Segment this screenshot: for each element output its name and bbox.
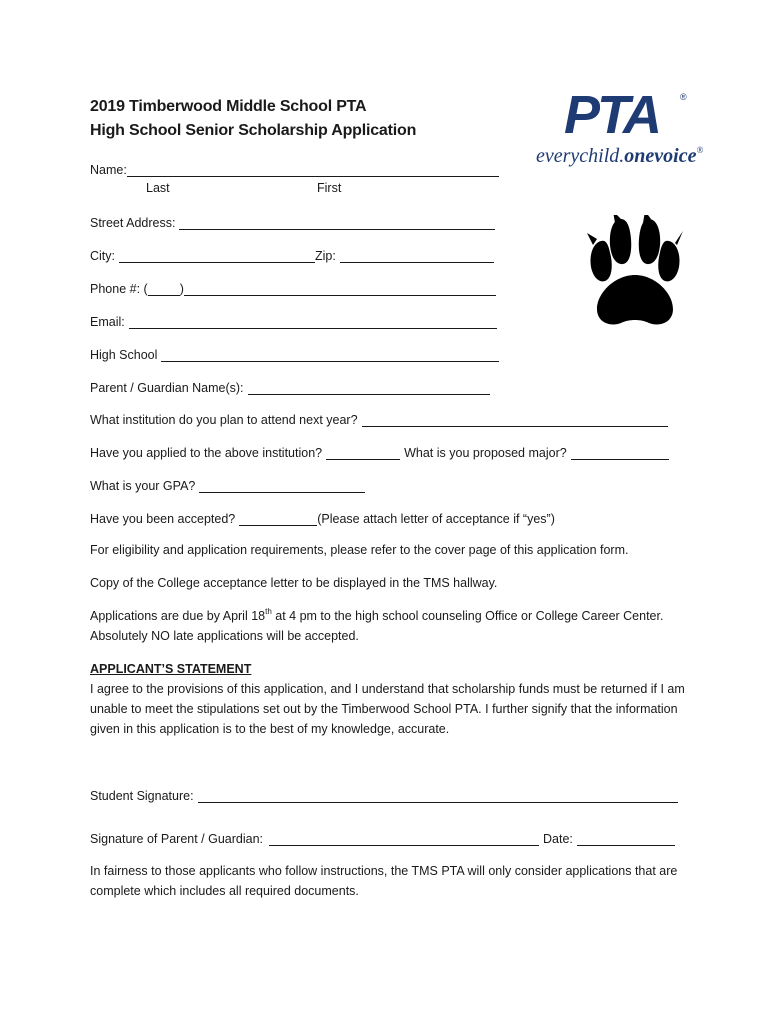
pta-logo-tagline [536, 145, 703, 167]
high-school-row [90, 344, 499, 362]
applied-major-row [90, 442, 669, 460]
student-signature-line[interactable] [198, 788, 678, 803]
parent-row [90, 377, 490, 395]
street-line[interactable] [179, 215, 495, 230]
acceptance-letter-text: Copy of the College acceptance letter to be displayed in the TMS hallway. [90, 576, 498, 590]
date-label: Date: [543, 832, 573, 846]
parent-name-line[interactable] [248, 380, 490, 395]
pta-logo-wordmark: PTA [564, 86, 659, 145]
due-part-2: at 4 pm to the high school counseling Office or College Career Center. [271, 609, 664, 623]
email-label: Email: [90, 315, 125, 329]
applied-label: Have you applied to the above institution? [90, 446, 323, 460]
phone-row [90, 278, 496, 296]
institution-row [90, 409, 668, 427]
last-name-caption: Last [146, 181, 170, 195]
city-line[interactable] [119, 248, 315, 263]
pta-logo [530, 86, 730, 176]
tagline-onevoice: onevoice [624, 145, 697, 167]
major-line[interactable] [571, 445, 669, 460]
city-zip-row [90, 245, 494, 263]
gpa-label: What is your GPA? [90, 479, 196, 493]
institution-label: What institution do you plan to attend next year? [90, 413, 358, 427]
institution-line[interactable] [362, 412, 668, 427]
title-line-1: 2019 Timberwood Middle School PTA [90, 98, 367, 115]
due-part-1: Applications are due by April 18 [90, 609, 266, 623]
paw-print-icon [585, 215, 685, 330]
zip-label: Zip: [315, 249, 336, 263]
parent-name-label: Parent / Guardian Name(s): [90, 381, 244, 395]
accepted-row [90, 508, 555, 526]
student-signature-label: Student Signature: [90, 789, 194, 803]
street-label: Street Address: [90, 216, 176, 230]
phone-area-code-line[interactable] [148, 281, 180, 296]
name-label: Name: [90, 163, 127, 177]
pta-logo-registered: ® [680, 92, 687, 102]
email-row [90, 311, 497, 329]
applicant-statement [90, 659, 690, 739]
accepted-label: Have you been accepted? [90, 512, 236, 526]
parent-signature-label: Signature of Parent / Guardian: [90, 832, 264, 846]
accepted-line[interactable] [239, 511, 317, 526]
gpa-line[interactable] [199, 478, 365, 493]
accepted-note: (Please attach letter of acceptance if “yes”) [317, 512, 555, 526]
due-date-text [90, 606, 690, 646]
city-label: City: [90, 249, 115, 263]
statement-heading: APPLICANT’S STATEMENT [90, 662, 252, 676]
parent-signature-row [90, 828, 675, 846]
high-school-line[interactable] [161, 347, 499, 362]
form-title [90, 95, 416, 143]
gpa-row [90, 475, 365, 493]
fairness-text: In fairness to those applicants who follow instructions, the TMS PTA will only consider applications that are complete which includes all required documents. [90, 864, 678, 898]
eligibility-text: For eligibility and application requirements, please refer to the cover page of this application form. [90, 543, 629, 557]
tagline-registered: ® [696, 145, 704, 155]
first-name-caption: First [317, 181, 342, 195]
applied-line[interactable] [326, 445, 400, 460]
name-line[interactable] [127, 162, 499, 177]
phone-separator: ) [179, 282, 184, 296]
late-policy: Absolutely NO late applications will be accepted. [90, 629, 359, 643]
high-school-label: High School [90, 348, 158, 362]
tagline-everychild: everychild. [536, 145, 625, 167]
phone-label: Phone #: ( [90, 282, 148, 296]
date-line[interactable] [577, 831, 675, 846]
email-line[interactable] [129, 314, 497, 329]
title-line-2: High School Senior Scholarship Application [90, 122, 417, 139]
zip-line[interactable] [340, 248, 494, 263]
statement-body: I agree to the provisions of this application, and I understand that scholarship funds must be returned if I am unable to meet the stipulations set out by the Timberwood School PTA. I further signify that the information given in this application is to the best of my knowledge, accurate. [90, 682, 685, 736]
street-row [90, 212, 495, 230]
major-label: What is you proposed major? [404, 446, 567, 460]
parent-signature-line[interactable] [269, 831, 539, 846]
name-row [90, 159, 499, 177]
due-superscript: th [265, 607, 272, 616]
student-signature-row [90, 785, 678, 803]
phone-number-line[interactable] [184, 281, 496, 296]
